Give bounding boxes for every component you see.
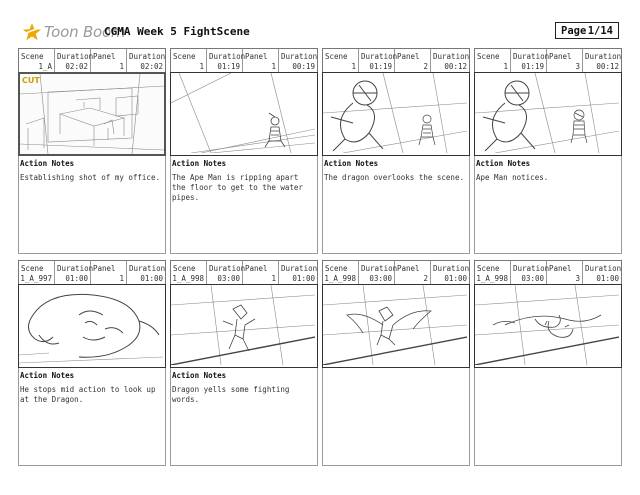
action-notes-area[interactable] (322, 368, 470, 466)
panel-duration-label: Duration (433, 264, 470, 273)
action-notes-text: The Ape Man is ripping apart the floor to get to the water pipes. (172, 173, 303, 202)
cut-label: CUT (22, 76, 40, 85)
panel-cell[interactable] (547, 49, 583, 72)
panel-info-row (322, 260, 470, 284)
action-notes-text: He stops mid action to look up at the Dragon. (20, 385, 156, 404)
panel-value: 2 (423, 274, 428, 283)
duration-label: Duration (57, 264, 94, 273)
scene-label: Scene (477, 52, 500, 61)
panel-image-frame[interactable] (474, 284, 622, 368)
panel-label: Panel (93, 52, 116, 61)
duration-cell[interactable] (55, 49, 94, 72)
panel-image-frame[interactable] (18, 72, 166, 156)
panel-value: 1 (119, 274, 124, 283)
duration-cell[interactable] (207, 49, 246, 72)
panel-info-row (170, 48, 318, 72)
panel-duration-cell[interactable] (279, 261, 317, 284)
panel-cell[interactable] (243, 261, 279, 284)
panel-image-frame[interactable] (322, 72, 470, 156)
scene-cell[interactable] (323, 49, 359, 72)
action-notes-area[interactable] (18, 156, 166, 254)
panel-label: Panel (245, 264, 268, 273)
action-notes-area[interactable] (170, 156, 318, 254)
action-notes-heading: Action Notes (20, 371, 75, 380)
panel-image-frame[interactable] (170, 72, 318, 156)
scene-value: 1_A_998 (324, 274, 356, 283)
panel-duration-value: 00:12 (596, 62, 619, 71)
panel-label: Panel (549, 264, 572, 273)
duration-label: Duration (513, 264, 550, 273)
action-notes-area[interactable] (322, 156, 470, 254)
panel-label: Panel (397, 52, 420, 61)
panel-image-frame[interactable] (474, 72, 622, 156)
panel-label: Panel (549, 52, 572, 61)
panel-duration-cell[interactable] (583, 261, 621, 284)
ape-man-floor-sketch-icon (171, 73, 315, 153)
panel-cell[interactable] (395, 49, 431, 72)
duration-value: 01:19 (369, 62, 392, 71)
duration-value: 02:02 (65, 62, 88, 71)
dragon-yell-sketch-icon (171, 285, 315, 365)
duration-label: Duration (361, 52, 398, 61)
scene-value: 1_A_997 (20, 274, 52, 283)
panel-duration-label: Duration (433, 52, 470, 61)
panel-info-row (18, 260, 166, 284)
panel-label: Panel (245, 52, 268, 61)
panel-duration-value: 01:00 (596, 274, 619, 283)
action-notes-text: The dragon overlooks the scene. (324, 173, 464, 182)
scene-cell[interactable] (171, 261, 207, 284)
panel-duration-value: 01:00 (140, 274, 163, 283)
panel-duration-cell[interactable] (431, 261, 469, 284)
panel-info-row (170, 260, 318, 284)
panel-value: 1 (271, 62, 276, 71)
panel-duration-value: 01:00 (444, 274, 467, 283)
scene-cell[interactable] (475, 261, 511, 284)
duration-value: 01:00 (65, 274, 88, 283)
scene-value: 1 (351, 62, 356, 71)
duration-label: Duration (209, 264, 246, 273)
office-sketch-icon (20, 74, 164, 154)
scene-label: Scene (325, 264, 348, 273)
page-indicator (555, 22, 619, 39)
scene-cell[interactable] (19, 261, 55, 284)
scene-value: 1 (199, 62, 204, 71)
scene-label: Scene (325, 52, 348, 61)
panel-value: 3 (575, 274, 580, 283)
duration-value: 03:00 (217, 274, 240, 283)
panel-duration-label: Duration (129, 264, 166, 273)
action-notes-heading: Action Notes (476, 159, 531, 168)
scene-cell[interactable] (475, 49, 511, 72)
action-notes-area[interactable] (18, 368, 166, 466)
scene-cell[interactable] (19, 49, 55, 72)
panel-image-frame[interactable] (170, 284, 318, 368)
duration-cell[interactable] (207, 261, 246, 284)
document-title: CGMA Week 5 FightScene (104, 25, 250, 38)
ape-man-notices-sketch-icon (475, 73, 619, 153)
duration-cell[interactable] (511, 261, 550, 284)
dragon-wings-sketch-icon (323, 285, 467, 365)
duration-label: Duration (513, 52, 550, 61)
action-notes-area[interactable] (170, 368, 318, 466)
panel-info-row (18, 48, 166, 72)
action-notes-area[interactable] (474, 368, 622, 466)
panel-duration-cell[interactable] (127, 261, 165, 284)
action-notes-heading: Action Notes (172, 159, 227, 168)
panel-duration-label: Duration (281, 52, 318, 61)
panel-duration-value: 00:12 (444, 62, 467, 71)
scene-value: 1_A_998 (476, 274, 508, 283)
action-notes-text: Ape Man notices. (476, 173, 549, 182)
panel-value: 1 (119, 62, 124, 71)
page-label: Page (561, 24, 587, 37)
panel-cell[interactable] (243, 49, 279, 72)
action-notes-heading: Action Notes (172, 371, 227, 380)
panel-duration-cell[interactable] (583, 49, 621, 72)
panel-cell[interactable] (547, 261, 583, 284)
scene-cell[interactable] (171, 49, 207, 72)
panel-info-row (474, 260, 622, 284)
panel-duration-value: 02:02 (140, 62, 163, 71)
panel-image-frame[interactable] (18, 284, 166, 368)
panel-value: 2 (423, 62, 428, 71)
panel-cell[interactable] (91, 261, 127, 284)
scene-label: Scene (21, 264, 44, 273)
star-logo-icon (22, 22, 42, 42)
action-notes-area[interactable] (474, 156, 622, 254)
panel-duration-value: 01:00 (292, 274, 315, 283)
panel-duration-label: Duration (129, 52, 166, 61)
panel-label: Panel (397, 264, 420, 273)
duration-cell[interactable] (359, 49, 398, 72)
duration-cell[interactable] (511, 49, 550, 72)
panel-cell[interactable] (91, 49, 127, 72)
panel-duration-label: Duration (585, 52, 622, 61)
logo-text: Toon Boom (44, 23, 126, 41)
panel-value: 1 (271, 274, 276, 283)
panel-info-row (322, 48, 470, 72)
duration-value: 03:00 (521, 274, 544, 283)
scene-label: Scene (21, 52, 44, 61)
panel-cell[interactable] (395, 261, 431, 284)
panel-image-frame[interactable] (322, 284, 470, 368)
duration-value: 03:00 (369, 274, 392, 283)
duration-label: Duration (361, 264, 398, 273)
panel-value: 3 (575, 62, 580, 71)
panel-info-row (474, 48, 622, 72)
panel-duration-label: Duration (281, 264, 318, 273)
panel-duration-value: 00:19 (292, 62, 315, 71)
dragon-lunge-sketch-icon (475, 285, 619, 365)
action-notes-heading: Action Notes (20, 159, 75, 168)
scene-value: 1_A (38, 62, 52, 71)
duration-label: Duration (209, 52, 246, 61)
storyboard-header (0, 0, 640, 44)
panel-duration-cell[interactable] (279, 49, 317, 72)
scene-label: Scene (477, 264, 500, 273)
panel-duration-label: Duration (585, 264, 622, 273)
ape-man-closeup-sketch-icon (19, 285, 163, 365)
duration-cell[interactable] (55, 261, 94, 284)
duration-label: Duration (57, 52, 94, 61)
action-notes-text: Establishing shot of my office. (20, 173, 160, 182)
panel-duration-cell[interactable] (127, 49, 165, 72)
dragon-overlook-sketch-icon (323, 73, 467, 153)
scene-cell[interactable] (323, 261, 359, 284)
page-number: 1/14 (587, 24, 613, 37)
scene-label: Scene (173, 264, 196, 273)
scene-label: Scene (173, 52, 196, 61)
duration-value: 01:19 (521, 62, 544, 71)
scene-value: 1 (503, 62, 508, 71)
duration-cell[interactable] (359, 261, 398, 284)
scene-value: 1_A_998 (172, 274, 204, 283)
duration-value: 01:19 (217, 62, 240, 71)
panel-duration-cell[interactable] (431, 49, 469, 72)
action-notes-heading: Action Notes (324, 159, 379, 168)
action-notes-text: Dragon yells some fighting words. (172, 385, 290, 404)
panel-label: Panel (93, 264, 116, 273)
